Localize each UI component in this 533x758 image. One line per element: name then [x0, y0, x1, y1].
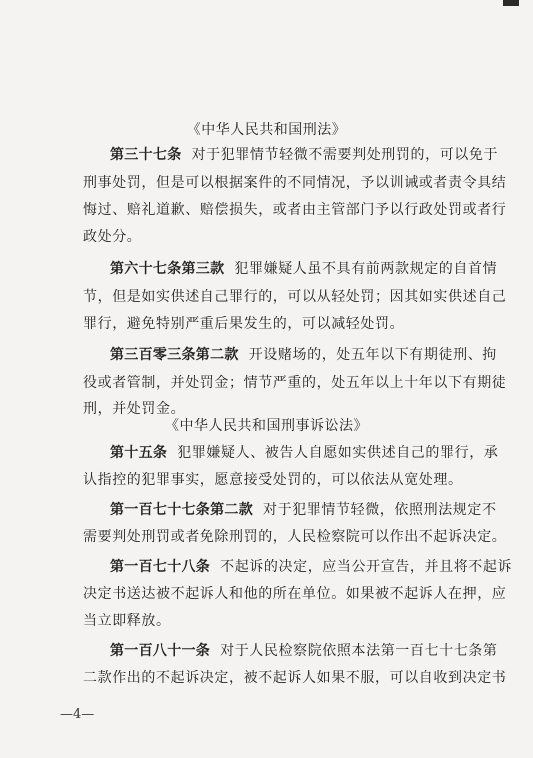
- paragraph-text: 对于人民检察院依照本法第一百七十七条第: [220, 643, 498, 659]
- section-title-criminal-law: 《中华人民共和国刑法》: [186, 122, 347, 138]
- paragraph-first-line: [110, 446, 498, 460]
- scan-corner-mark: [503, 0, 519, 6]
- paragraph-first-line: [110, 560, 512, 574]
- article-heading: 第一百八十一条: [110, 643, 211, 659]
- paragraph-first-line: [110, 348, 497, 362]
- paragraph-first-line: [110, 644, 498, 658]
- article-heading: 第一百七十八条: [110, 559, 211, 575]
- article-heading: 第三十七条: [110, 147, 182, 163]
- paragraph-line: 认指控的犯罪事实，愿意接受处罚的，可以依法从宽处理。: [83, 472, 463, 488]
- paragraph-line: 刑事处罚，但是可以根据案件的不同情况，予以训诫或者责令具结: [83, 175, 507, 191]
- paragraph-line: 二款作出的不起诉决定，被不起诉人如果不服，可以自收到决定书: [83, 670, 507, 686]
- paragraph-text: 对于犯罪情节轻微，依照刑法规定不: [263, 502, 497, 518]
- paragraph-line: 政处分。: [83, 229, 142, 245]
- paragraph-line: 决定书送达被不起诉人和他的所在单位。如果被不起诉人在押，应: [83, 586, 507, 602]
- paragraph-text: 对于犯罪情节轻微不需要判处刑罚的，可以免于: [191, 147, 499, 163]
- article-heading: 第三百零三条第二款: [110, 347, 239, 363]
- paragraph-text: 开设赌场的，处五年以下有期徒刑、拘: [248, 347, 497, 363]
- article-heading: 第十五条: [110, 445, 168, 461]
- paragraph-first-line: [110, 148, 498, 162]
- paragraph-text: 犯罪嫌疑人、被告人自愿如实供述自己的罪行，承: [177, 445, 499, 461]
- paragraph-line: 当立即释放。: [83, 613, 171, 629]
- paragraph-first-line: [110, 262, 497, 276]
- paragraph-line: 罪行，避免特别严重后果发生的，可以减轻处罚。: [83, 316, 405, 332]
- page-number: —4—: [60, 707, 95, 722]
- section-title-criminal-procedure-law: 《中华人民共和国刑事诉讼法》: [165, 418, 368, 434]
- paragraph-line: 役或者管制，并处罚金；情节严重的，处五年以上十年以下有期徒: [83, 375, 507, 391]
- paragraph-first-line: [110, 503, 497, 517]
- paragraph-line: 节，但是如实供述自己罪行的，可以从轻处罚；因其如实供述自己: [83, 289, 507, 305]
- paragraph-text: 犯罪嫌疑人虽不具有前两款规定的自首情: [234, 261, 498, 277]
- paragraph-line: 刑，并处罚金。: [83, 401, 186, 417]
- article-heading: 第一百七十七条第二款: [110, 502, 253, 518]
- paragraph-line: 需要判处刑罚或者免除刑罚的，人民检察院可以作出不起诉决定。: [83, 529, 507, 545]
- paragraph-line: 悔过、赔礼道歉、赔偿损失，或者由主管部门予以行政处罚或者行: [83, 202, 507, 218]
- paragraph-text: 不起诉的决定，应当公开宣告，并且将不起诉: [220, 559, 513, 575]
- article-heading: 第六十七条第三款: [110, 261, 225, 277]
